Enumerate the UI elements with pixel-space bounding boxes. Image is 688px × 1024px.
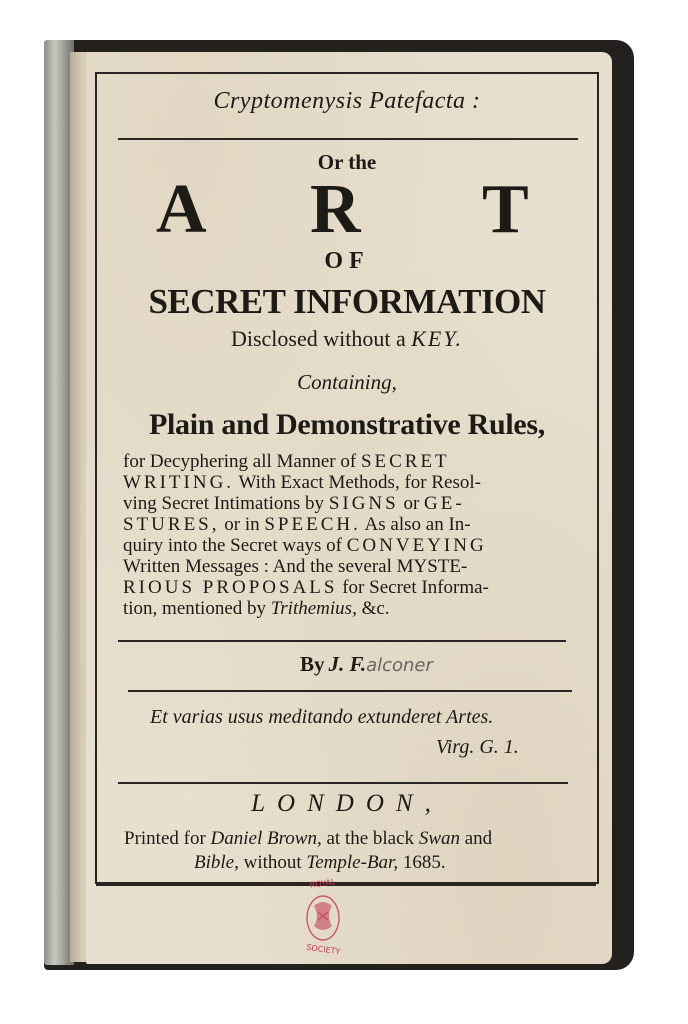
motto-line-2: Virg. G. 1. <box>436 736 519 758</box>
imprint-line-2 <box>194 852 446 874</box>
main-title: SECRET INFORMATION <box>148 282 546 321</box>
london-line: LONDON, <box>251 790 443 817</box>
imprint-text: at the black <box>321 828 419 849</box>
containing-line: Containing, <box>297 370 397 394</box>
body-caps: GE- <box>424 493 465 514</box>
imprint-italic: Temple-Bar, <box>306 852 399 873</box>
body-text: for Decyphering all Manner of <box>123 451 361 472</box>
svg-text:SOCIETY: SOCIETY <box>305 942 341 957</box>
body-text: ving Secret Intimations by <box>123 493 329 514</box>
printer-name: Daniel Brown, <box>210 828 322 849</box>
cipher-title: Cryptomenysis Patefacta : <box>213 88 481 114</box>
imprint-text: without <box>238 852 307 873</box>
body-caps: RIOUS PROPOSALS <box>123 577 338 598</box>
imprint-italic: Bible, <box>194 852 239 873</box>
body-caps: SECRET <box>360 451 450 472</box>
body-line-6 <box>123 557 587 577</box>
or-the-line: Or the <box>317 150 377 174</box>
body-text: tion, mentioned by <box>123 598 271 619</box>
body-italic: Trithemius, <box>270 598 357 619</box>
art-letter-a: A <box>156 171 209 248</box>
rule-top <box>118 138 578 140</box>
body-text: or in <box>219 514 265 535</box>
body-text: for Secret Informa- <box>337 577 489 598</box>
body-caps: SPEECH. <box>264 514 361 535</box>
imprint-italic: Swan <box>418 828 460 849</box>
body-line-1 <box>123 452 587 472</box>
disclosed-text: Disclosed without a <box>230 326 406 351</box>
disclosed-line <box>95 326 599 352</box>
imprint-text: Printed for <box>124 828 211 849</box>
body-caps: CONVEYING <box>346 535 487 556</box>
body-caps: WRITING. <box>123 472 235 493</box>
body-text: Written Messages : And the several MYSTE- <box>123 556 468 577</box>
motto-line-1: Et varias usus meditando extunderet Artes. <box>150 706 494 728</box>
imprint-line-1 <box>124 828 492 850</box>
body-caps: STURES, <box>123 514 220 535</box>
author-initials: J. F. <box>328 652 367 676</box>
body-text: quiry into the Secret ways of <box>123 535 347 556</box>
library-stamp-icon <box>296 872 350 958</box>
rule-before-imprint <box>118 782 568 784</box>
body-text: &c. <box>356 598 390 619</box>
body-line-7 <box>123 578 587 598</box>
rule-before-author <box>118 640 566 642</box>
body-caps: SIGNS <box>328 493 399 514</box>
body-line-5 <box>123 536 587 556</box>
plain-rules-line: Plain and Demonstrative Rules, <box>148 408 545 441</box>
body-text: or <box>398 493 425 514</box>
author-line <box>300 652 433 677</box>
rule-before-motto <box>128 690 572 692</box>
key-word: KEY. <box>411 326 464 351</box>
body-text: With Exact Methods, for Resol- <box>234 472 481 493</box>
imprint-year: 1685. <box>398 852 446 873</box>
body-line-3 <box>123 494 587 514</box>
body-line-4 <box>123 515 587 535</box>
art-letter-r: R <box>310 171 363 248</box>
body-line-2 <box>123 473 587 493</box>
body-line-8 <box>123 599 587 619</box>
by-word: By <box>300 652 325 676</box>
imprint-text: and <box>460 828 493 849</box>
of-line: OF <box>324 248 370 274</box>
handwritten-annotation: alconer <box>366 655 433 676</box>
body-text: As also an In- <box>360 514 471 535</box>
art-letter-t: T <box>482 171 531 248</box>
svg-text:ROYAL: ROYAL <box>309 877 336 890</box>
